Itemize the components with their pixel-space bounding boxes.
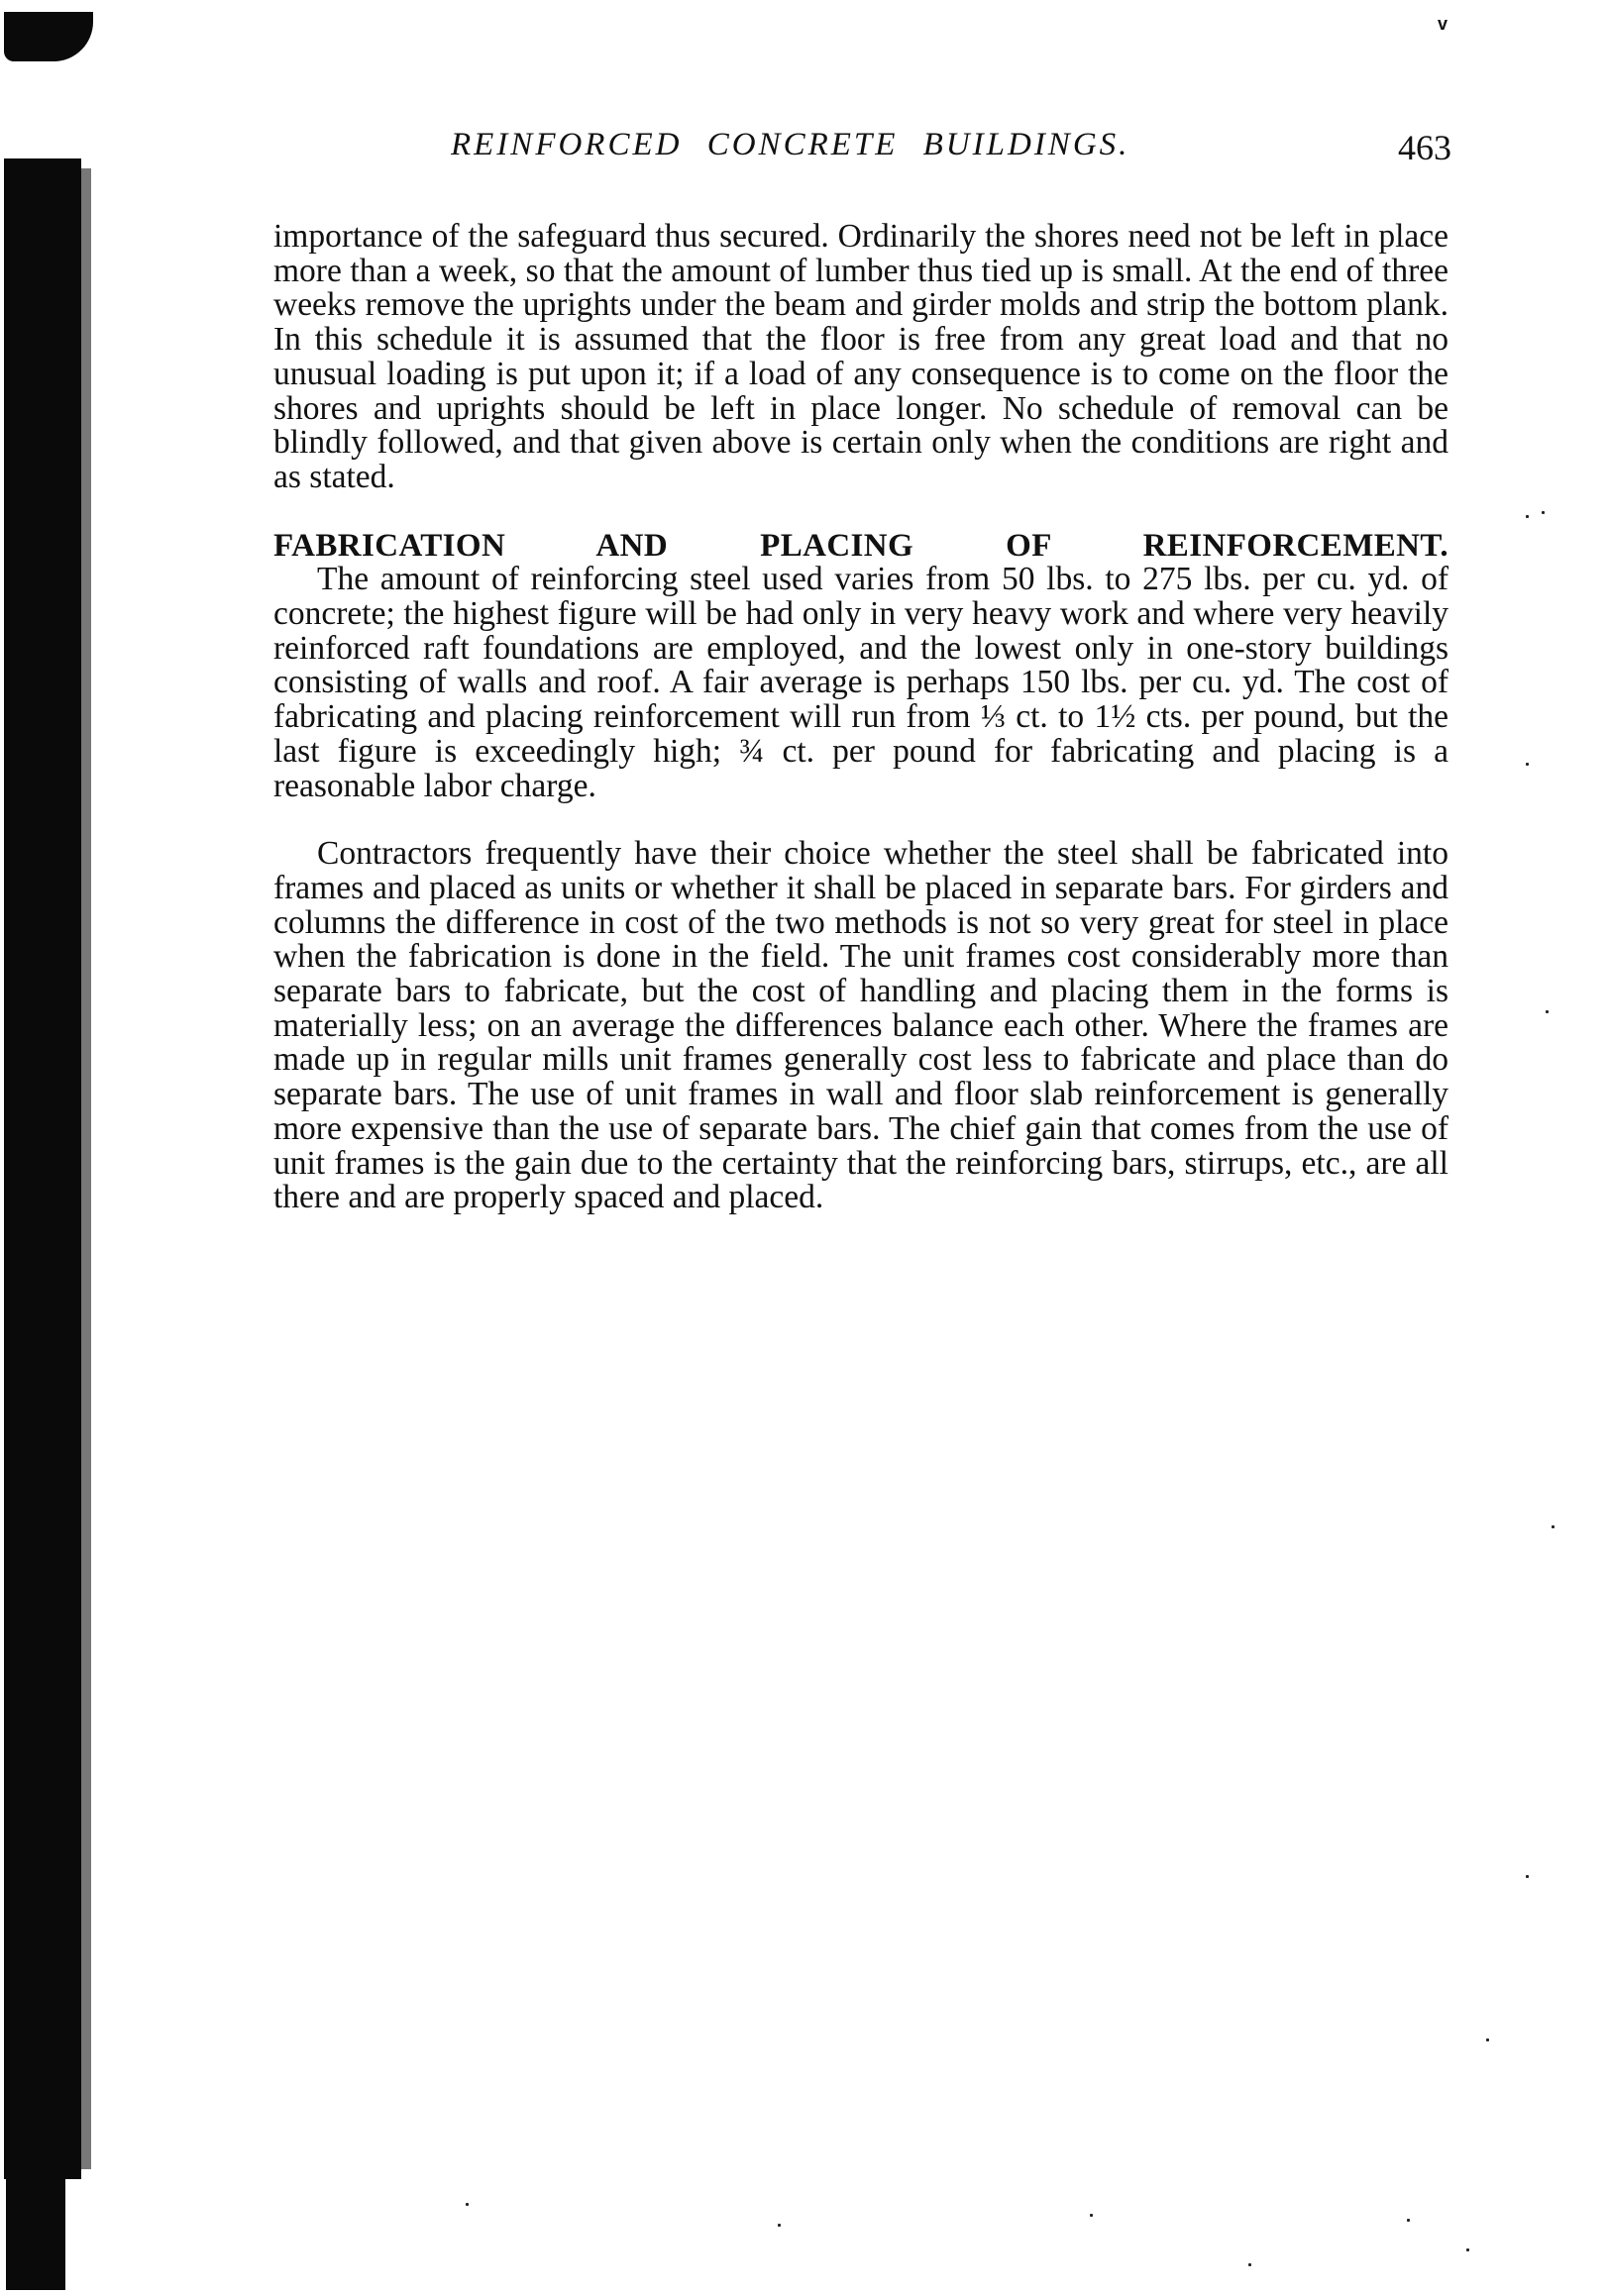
scan-corner-mark: v [1438, 14, 1448, 34]
page-body [273, 220, 1448, 1215]
paragraph: Contractors frequently have their choice whether the steel shall be fabricated into frames and placed as units or whether it shall be placed in separate bars. For girders and columns the difference in cost of the two methods is not so very great for steel in place when the fabrication is done in the field. The unit frames cost considerably more than separate bars to fabricate, but the cost of handling and placing them in the forms is materially less; on an average the differences balance each other. Where the frames are made up in regular mills unit frames generally cost less to fabricate and place than do separate bars. The use of unit frames in wall and floor slab reinforcement is generally more expensive than the use of separate bars. The chief gain that comes from the use of unit frames is the gain due to the certainty that the reinforcing bars, stirrups, etc., are all there and are properly spaced and placed. [273, 835, 1448, 1216]
running-head [451, 127, 1451, 176]
paragraph-continued: importance of the safeguard thus secured. Ordinarily the shores need not be left in place more than a week, so that the amount of lumber thus tied up is small. At the end of three weeks remove the uprights under the beam and girder molds and strip the bottom plank. In this schedule it is assumed that the floor is free from any great load and that no unusual loading is put upon it; if a load of any consequence is to come on the floor the shores and uprights should be left in place longer. No schedule of removal can be blindly followed, and that given above is certain only when the conditions are right and as stated. [273, 218, 1448, 495]
paragraph-gap [273, 803, 1448, 837]
scan-binding-edge [0, 0, 99, 2296]
running-title: REINFORCED CONCRETE BUILDINGS. [451, 127, 1130, 162]
section-heading: FABRICATION AND PLACING OF REINFORCEMENT. [273, 527, 1448, 564]
paragraph: The amount of reinforcing steel used varies from 50 lbs. to 275 lbs. per cu. yd. of concrete; the highest figure will be had only in very heavy work and where very heavily reinforced raft foundations are employed, and the lowest only in one-story buildings consisting of walls and roof. A fair average is perhaps 150 lbs. per cu. yd. The cost of fabricating and placing reinforcement will run from ⅓ ct. to 1½ cts. per pound, but the last figure is exceedingly high; ¾ ct. per pound for fabricating and placing is a reasonable labor charge. [273, 561, 1448, 804]
page-number: 463 [1398, 128, 1451, 167]
